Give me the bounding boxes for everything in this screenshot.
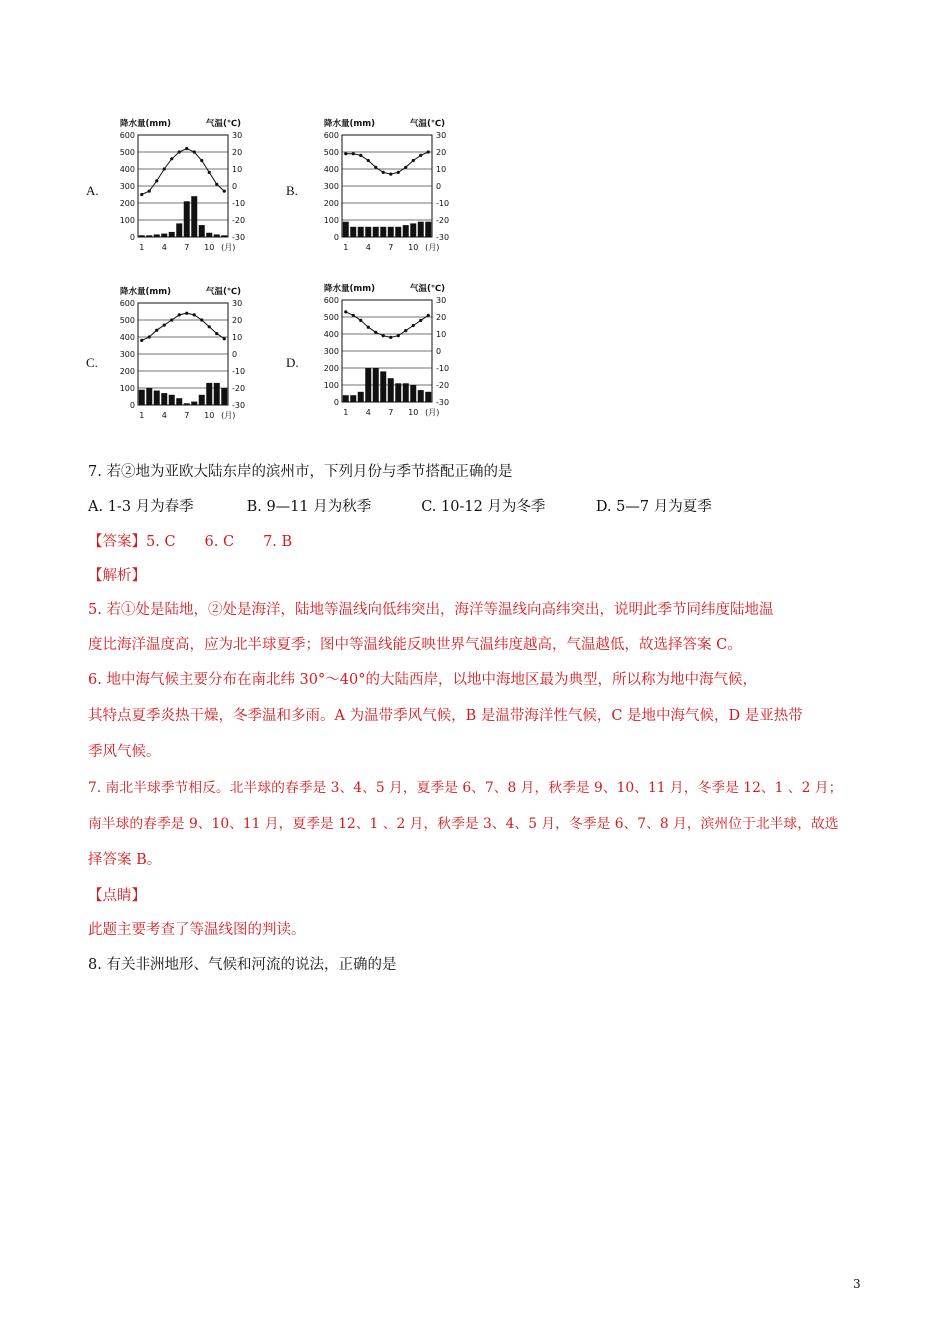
temperature-point — [223, 190, 226, 193]
temperature-point — [193, 150, 196, 153]
right-tick-label: 0 — [436, 347, 442, 356]
right-tick-label: -10 — [436, 199, 450, 208]
right-tick-label: 20 — [436, 148, 447, 157]
month-tick-label: (月) — [425, 243, 440, 252]
temperature-point — [352, 314, 355, 317]
month-tick-label: 10 — [204, 411, 215, 420]
right-axis-title: 气温(℃) — [410, 284, 446, 294]
temperature-point — [404, 166, 407, 169]
month-tick-label: 10 — [408, 243, 419, 252]
temperature-point — [344, 152, 347, 155]
precipitation-bar — [214, 383, 220, 405]
precipitation-bar — [425, 222, 431, 237]
temperature-point — [215, 332, 218, 335]
climate-chart-svg — [312, 115, 462, 265]
left-tick-label: 300 — [323, 347, 339, 356]
precipitation-bar — [139, 390, 145, 405]
right-tick-label: 10 — [232, 165, 243, 174]
precipitation-bar — [169, 232, 175, 237]
left-tick-label: 600 — [323, 131, 339, 140]
left-tick-label: 500 — [323, 313, 339, 322]
left-axis-title: 降水量(mm) — [324, 119, 375, 129]
page-number: 3 — [853, 1277, 861, 1291]
comment-heading: 【点睛】 — [88, 888, 146, 904]
left-tick-label: 0 — [129, 233, 135, 242]
right-tick-label: -10 — [232, 199, 246, 208]
climate-chart-svg — [108, 283, 258, 433]
temperature-point — [208, 325, 211, 328]
right-tick-label: -20 — [232, 384, 246, 393]
precipitation-bar — [139, 235, 145, 237]
precipitation-bar — [418, 222, 424, 237]
temperature-point — [389, 336, 392, 339]
left-tick-label: 600 — [323, 296, 339, 305]
right-axis-title: 气温(℃) — [206, 287, 242, 297]
option-a: A. 1-3 月为春季 — [88, 499, 194, 515]
precipitation-bar — [418, 390, 424, 402]
right-tick-label: 10 — [436, 330, 447, 339]
temperature-point — [359, 319, 362, 322]
right-tick-label: -30 — [436, 398, 450, 407]
climate-chart-a — [80, 115, 260, 265]
left-axis-title: 降水量(mm) — [120, 287, 171, 297]
temperature-point — [193, 313, 196, 316]
climate-chart-c — [80, 283, 260, 433]
left-tick-label: 100 — [119, 216, 135, 225]
left-tick-label: 500 — [119, 316, 135, 325]
option-d: D. 5—7 月为夏季 — [595, 499, 712, 515]
question-7-options — [88, 497, 712, 517]
temperature-point — [163, 167, 166, 170]
right-tick-label: -30 — [232, 401, 246, 410]
right-tick-label: -30 — [436, 233, 450, 242]
precipitation-bar — [206, 233, 212, 237]
temperature-point — [344, 310, 347, 313]
analysis-7-line-3: 择答案 B。 — [88, 852, 162, 868]
right-tick-label: 0 — [436, 182, 442, 191]
right-tick-label: 20 — [436, 313, 447, 322]
left-tick-label: 300 — [119, 182, 135, 191]
temperature-point — [140, 339, 143, 342]
temperature-point — [374, 166, 377, 169]
precipitation-bar — [184, 403, 190, 405]
precipitation-bar — [395, 227, 401, 237]
temperature-point — [208, 171, 211, 174]
right-tick-label: 30 — [436, 296, 447, 305]
left-tick-label: 400 — [323, 330, 339, 339]
precipitation-bar — [350, 227, 356, 237]
left-tick-label: 0 — [129, 401, 135, 410]
temperature-point — [397, 171, 400, 174]
left-axis-title: 降水量(mm) — [120, 119, 171, 129]
precipitation-bar — [373, 368, 379, 402]
temperature-line — [346, 152, 429, 174]
month-tick-label: 1 — [139, 411, 145, 420]
precipitation-bar — [161, 393, 167, 405]
month-tick-label: 4 — [161, 243, 167, 252]
left-tick-label: 100 — [323, 381, 339, 390]
temperature-point — [367, 159, 370, 162]
right-tick-label: -20 — [232, 216, 246, 225]
temperature-point — [185, 147, 188, 150]
temperature-point — [427, 150, 430, 153]
left-tick-label: 200 — [119, 367, 135, 376]
precipitation-bar — [191, 402, 197, 405]
month-tick-label: 4 — [161, 411, 167, 420]
right-tick-label: 20 — [232, 148, 243, 157]
climate-chart-svg — [312, 280, 462, 430]
analysis-6-line-1: 6. 地中海气候主要分布在南北纬 30°～40°的大陆西岸，以地中海地区最为典型，所以称为地中海气候， — [88, 672, 757, 688]
right-tick-label: 0 — [232, 350, 238, 359]
precipitation-bar — [343, 395, 349, 402]
precipitation-bar — [403, 383, 409, 402]
answer-line: 【答案】5. C 6. C 7. B — [88, 534, 293, 550]
precipitation-bar — [199, 395, 205, 405]
option-b: B. 9—11 月为秋季 — [246, 499, 372, 515]
left-tick-label: 500 — [119, 148, 135, 157]
option-c: C. 10-12 月为冬季 — [421, 499, 546, 515]
precipitation-bar — [221, 388, 227, 405]
precipitation-bar — [388, 227, 394, 237]
temperature-point — [200, 159, 203, 162]
climate-chart-svg — [108, 115, 258, 265]
left-tick-label: 500 — [323, 148, 339, 157]
left-tick-label: 600 — [119, 131, 135, 140]
left-tick-label: 300 — [323, 182, 339, 191]
left-tick-label: 200 — [119, 199, 135, 208]
month-tick-label: 1 — [343, 408, 349, 417]
temperature-point — [382, 171, 385, 174]
left-axis-title: 降水量(mm) — [324, 284, 375, 294]
left-tick-label: 0 — [333, 398, 339, 407]
month-tick-label: (月) — [221, 243, 236, 252]
month-tick-label: 7 — [388, 243, 394, 252]
analysis-7-line-1: 7. 南北半球季节相反。北半球的春季是 3、4、5 月，夏季是 6、7、8 月，秋季是 9、10、11 月，冬季是 12、1 、2 月； — [88, 780, 843, 796]
temperature-point — [155, 179, 158, 182]
temperature-point — [397, 334, 400, 337]
climate-chart-d — [280, 280, 470, 430]
precipitation-bar — [343, 222, 349, 237]
precipitation-bar — [206, 383, 212, 405]
month-tick-label: 7 — [184, 243, 190, 252]
left-tick-label: 200 — [323, 199, 339, 208]
temperature-point — [155, 329, 158, 332]
temperature-point — [404, 329, 407, 332]
right-axis-title: 气温(℃) — [206, 119, 242, 129]
precipitation-bar — [176, 223, 182, 237]
precipitation-bar — [358, 392, 364, 402]
analysis-6-line-2: 其特点夏季炎热干燥，冬季温和多雨。A 为温带季风气候，B 是温带海洋性气候，C 是地中海气候，D 是亚热带 — [88, 708, 803, 724]
precipitation-bar — [380, 371, 386, 402]
left-tick-label: 400 — [323, 165, 339, 174]
temperature-point — [382, 334, 385, 337]
right-tick-label: -20 — [436, 381, 450, 390]
month-tick-label: 7 — [388, 408, 394, 417]
left-tick-label: 0 — [333, 233, 339, 242]
left-tick-label: 100 — [323, 216, 339, 225]
temperature-point — [215, 183, 218, 186]
climate-chart-b — [280, 115, 470, 265]
right-tick-label: -10 — [232, 367, 246, 376]
analysis-7-line-2: 南半球的春季是 9、10、11 月，夏季是 12、1 、2 月，秋季是 3、4、5 月，冬季是 6、7、8 月，滨州位于北半球，故选 — [88, 816, 839, 832]
precipitation-bar — [146, 235, 152, 237]
temperature-line — [142, 149, 225, 195]
analysis-5-line-1: 5. 若①处是陆地，②处是海洋，陆地等温线向低纬突出，海洋等温线向高纬突出，说明此季节同纬度陆地温 — [88, 602, 774, 618]
left-tick-label: 100 — [119, 384, 135, 393]
temperature-point — [170, 318, 173, 321]
precipitation-bar — [365, 368, 371, 402]
precipitation-bar — [191, 196, 197, 237]
right-tick-label: -10 — [436, 364, 450, 373]
question-7-stem: 7. 若②地为亚欧大陆东岸的滨州市，下列月份与季节搭配正确的是 — [88, 464, 513, 480]
temperature-point — [178, 313, 181, 316]
right-tick-label: -30 — [232, 233, 246, 242]
temperature-line — [142, 313, 225, 340]
temperature-point — [140, 193, 143, 196]
left-tick-label: 300 — [119, 350, 135, 359]
temperature-line — [346, 312, 429, 338]
right-axis-title: 气温(℃) — [410, 119, 446, 129]
precipitation-bar — [199, 225, 205, 237]
month-tick-label: (月) — [425, 408, 440, 417]
precipitation-bar — [380, 227, 386, 237]
month-tick-label: 7 — [184, 411, 190, 420]
precipitation-bar — [395, 383, 401, 402]
right-tick-label: 10 — [232, 333, 243, 342]
right-tick-label: -20 — [436, 216, 450, 225]
precipitation-bar — [403, 225, 409, 237]
precipitation-bar — [154, 391, 160, 405]
precipitation-bar — [154, 234, 160, 237]
month-tick-label: 4 — [365, 408, 371, 417]
analysis-5-line-2: 度比海洋温度高，应为北半球夏季；图中等温线能反映世界气温纬度越高，气温越低，故选择答案 C。 — [88, 637, 742, 653]
temperature-point — [374, 331, 377, 334]
precipitation-bar — [146, 388, 152, 405]
option-label: A. — [86, 183, 99, 198]
analysis-6-line-3: 季风气候。 — [88, 744, 161, 760]
temperature-point — [427, 314, 430, 317]
precipitation-bar — [358, 227, 364, 237]
left-tick-label: 400 — [119, 165, 135, 174]
temperature-point — [419, 154, 422, 157]
left-tick-label: 200 — [323, 364, 339, 373]
month-tick-label: 10 — [204, 243, 215, 252]
temperature-point — [163, 324, 166, 327]
temperature-point — [367, 326, 370, 329]
precipitation-bar — [410, 223, 416, 237]
precipitation-bar — [365, 227, 371, 237]
right-tick-label: 30 — [436, 131, 447, 140]
precipitation-bar — [176, 398, 182, 405]
temperature-point — [170, 157, 173, 160]
comment-text: 此题主要考查了等温线图的判读。 — [88, 922, 306, 938]
month-tick-label: (月) — [221, 411, 236, 420]
right-tick-label: 10 — [436, 165, 447, 174]
precipitation-bar — [410, 385, 416, 402]
right-tick-label: 30 — [232, 299, 243, 308]
month-tick-label: 10 — [408, 408, 419, 417]
month-tick-label: 1 — [343, 243, 349, 252]
precipitation-bar — [184, 201, 190, 237]
precipitation-bar — [350, 395, 356, 402]
temperature-point — [185, 312, 188, 315]
month-tick-label: 4 — [365, 243, 371, 252]
option-label: C. — [86, 355, 98, 370]
temperature-point — [178, 150, 181, 153]
option-label: D. — [286, 355, 299, 370]
precipitation-bar — [388, 378, 394, 402]
month-tick-label: 1 — [139, 243, 145, 252]
precipitation-bar — [221, 235, 227, 237]
temperature-point — [223, 337, 226, 340]
right-tick-label: 30 — [232, 131, 243, 140]
left-tick-label: 400 — [119, 333, 135, 342]
temperature-point — [359, 154, 362, 157]
precipitation-bar — [169, 395, 175, 405]
temperature-point — [352, 152, 355, 155]
temperature-point — [148, 335, 151, 338]
temperature-point — [419, 319, 422, 322]
temperature-point — [200, 318, 203, 321]
precipitation-bar — [214, 234, 220, 237]
temperature-point — [148, 190, 151, 193]
precipitation-bar — [425, 392, 431, 402]
right-tick-label: 0 — [232, 182, 238, 191]
left-tick-label: 600 — [119, 299, 135, 308]
precipitation-bar — [373, 227, 379, 237]
temperature-point — [412, 324, 415, 327]
temperature-point — [412, 159, 415, 162]
option-label: B. — [286, 183, 298, 198]
right-tick-label: 20 — [232, 316, 243, 325]
precipitation-bar — [161, 234, 167, 237]
question-8-stem: 8. 有关非洲地形、气候和河流的说法，正确的是 — [88, 957, 397, 973]
analysis-heading: 【解析】 — [88, 568, 146, 584]
temperature-point — [389, 173, 392, 176]
